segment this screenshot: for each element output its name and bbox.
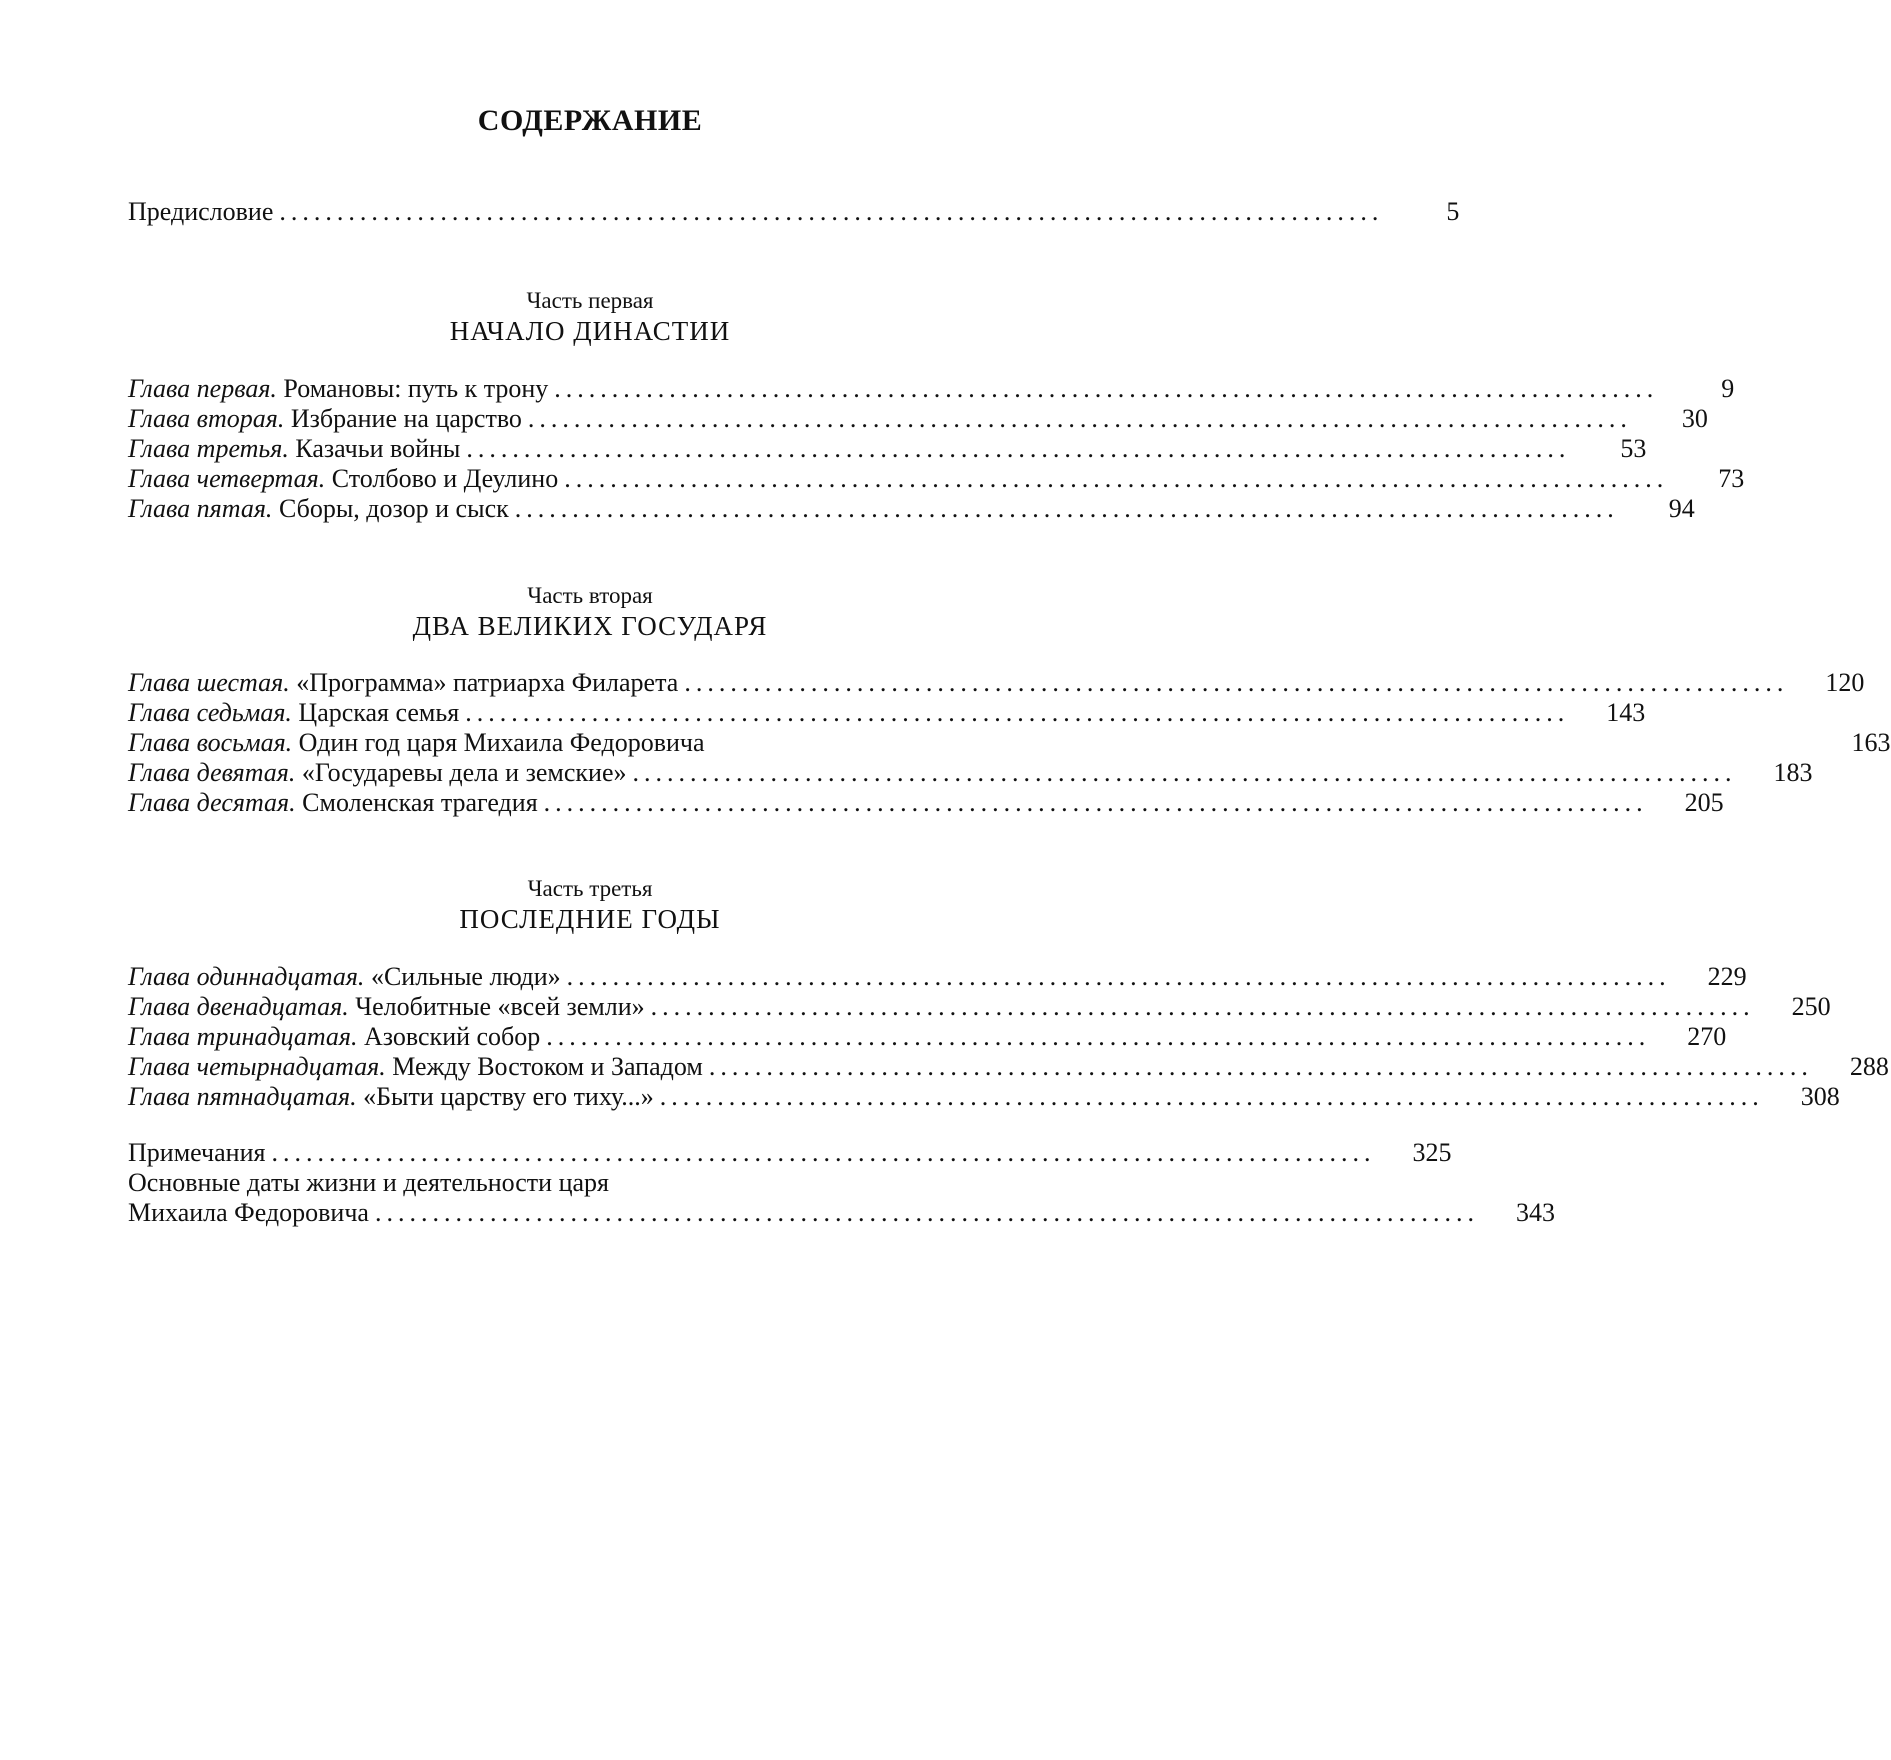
- chapter-number: Глава пятая.: [128, 494, 273, 523]
- chapter-number: Глава шестая.: [128, 668, 290, 697]
- dot-leader: ................................................................................................: [684, 668, 1789, 697]
- part-label: Часть третья: [527, 876, 653, 901]
- toc-entry: [128, 464, 1745, 494]
- chapter-number: Глава десятая.: [128, 788, 296, 817]
- chapter-title: «Сильные люди»: [370, 962, 561, 991]
- dot-leader: ................................................................................................: [554, 374, 1659, 403]
- dot-leader: ................................................................................................: [514, 494, 1619, 523]
- page-number: 288: [1849, 1052, 1889, 1081]
- entry-label: Предисловие: [128, 197, 274, 226]
- chapter-title: Избрание на царство: [290, 404, 522, 433]
- chapter-title: «Программа» патриарха Филарета: [296, 668, 679, 697]
- entry-label: Примечания: [128, 1138, 266, 1167]
- toc-entry: [128, 698, 1646, 728]
- chapter-title: Азовский собор: [364, 1022, 541, 1051]
- chapter-title: «Государевы дела и земские»: [301, 758, 627, 787]
- page-number: 143: [1606, 698, 1646, 727]
- page-number: 5: [1446, 197, 1460, 226]
- toc-entry: [128, 494, 1695, 524]
- chapter-title: Сборы, дозор и сыск: [278, 494, 509, 523]
- chapter-number: Глава двенадцатая.: [128, 992, 349, 1021]
- dot-leader: ................................................................................................: [659, 1082, 1764, 1111]
- page-number: 120: [1825, 668, 1865, 697]
- chapter-number: Глава четвертая.: [128, 464, 326, 493]
- chapter-number: Глава седьмая.: [128, 698, 292, 727]
- dot-leader: ................................................................................................: [374, 1198, 1479, 1227]
- page-number: 183: [1773, 758, 1813, 787]
- toc-entry: [128, 1052, 1889, 1082]
- dot-leader: ................................................................................................: [632, 758, 1737, 787]
- part-2-chapters: [128, 668, 1891, 818]
- chapter-number: Глава девятая.: [128, 758, 296, 787]
- chapter-title: Романовы: путь к трону: [283, 374, 549, 403]
- chapter-title: Царская семья: [298, 698, 460, 727]
- chapter-title: Казачьи войны: [295, 434, 461, 463]
- chapter-title: Смоленская трагедия: [302, 788, 538, 817]
- part-3-chapters: [128, 962, 1889, 1112]
- part-3-header: [0, 876, 1180, 936]
- toc-entry: [128, 1022, 1727, 1052]
- page-number: 270: [1687, 1022, 1727, 1051]
- dot-leader: ................................................................................................: [271, 1138, 1376, 1167]
- page-number: 73: [1718, 464, 1745, 493]
- dot-leader: ................................................................................................: [546, 1022, 1651, 1051]
- chapter-number: Глава третья.: [128, 434, 289, 463]
- page-number: 205: [1684, 788, 1724, 817]
- toc-entry: [128, 728, 1891, 758]
- page-number: 94: [1668, 494, 1695, 523]
- chapter-title: Столбово и Деулино: [331, 464, 559, 493]
- chapter-title: Между Востоком и Западом: [392, 1052, 703, 1081]
- entry-label: Основные даты жизни и деятельности царя: [128, 1168, 609, 1197]
- toc-entry: [128, 758, 1813, 788]
- chapter-number: Глава вторая.: [128, 404, 285, 433]
- dot-leader: ................................................................................................: [466, 434, 1571, 463]
- page-number: 229: [1707, 962, 1747, 991]
- chapter-number: Глава пятнадцатая.: [128, 1082, 357, 1111]
- toc-entry-dates: [128, 1198, 1555, 1228]
- toc-entry: [128, 788, 1724, 818]
- chapter-number: Глава одиннадцатая.: [128, 962, 365, 991]
- dot-leader: ................................................................................................: [279, 197, 1384, 226]
- page-number: 163: [1851, 728, 1891, 757]
- part-2-header: [0, 583, 1180, 643]
- part-label: Часть вторая: [527, 583, 653, 608]
- part-1-header: [0, 288, 1180, 348]
- page-number: 53: [1620, 434, 1647, 463]
- page-number: 250: [1791, 992, 1831, 1021]
- dot-leader: ................................................................................................: [465, 698, 1570, 727]
- toc-entry: [128, 992, 1831, 1022]
- page-number: 325: [1412, 1138, 1452, 1167]
- dot-leader: ................................................................................................: [650, 992, 1755, 1021]
- toc-preface: [128, 197, 1460, 227]
- page-number: 308: [1800, 1082, 1840, 1111]
- dot-leader: ................................................................................................: [566, 962, 1671, 991]
- toc-back-matter: [128, 1138, 1555, 1228]
- dot-leader: ................................................................................................: [564, 464, 1669, 493]
- chapter-title: «Быти царству его тиху...»: [363, 1082, 654, 1111]
- part-1-chapters: [128, 374, 1745, 524]
- toc-entry: [128, 962, 1747, 992]
- chapter-number: Глава тринадцатая.: [128, 1022, 358, 1051]
- page-title: СОДЕРЖАНИЕ: [477, 104, 703, 137]
- chapter-number: Глава восьмая.: [128, 728, 293, 757]
- part-title: ДВА ВЕЛИКИХ ГОСУДАРЯ: [412, 611, 768, 641]
- chapter-number: Глава первая.: [128, 374, 277, 403]
- part-title: НАЧАЛО ДИНАСТИИ: [449, 316, 731, 346]
- dot-leader: ................................................................................................: [527, 404, 1632, 433]
- page-number: 9: [1721, 374, 1735, 403]
- entry-label: Михаила Федоровича: [128, 1198, 369, 1227]
- toc-entry-dates-line1: [128, 1168, 1056, 1198]
- toc-entry: [128, 404, 1708, 434]
- dot-leader: ................................................................................................: [708, 1052, 1813, 1081]
- toc-entry: [128, 668, 1865, 698]
- toc-entry: [128, 1082, 1840, 1112]
- page-number: 343: [1515, 1198, 1555, 1227]
- part-label: Часть первая: [526, 288, 654, 313]
- toc-entry-preface: [128, 197, 1460, 227]
- toc-entry: [128, 434, 1647, 464]
- toc-entry: [128, 374, 1735, 404]
- toc-entry-notes: [128, 1138, 1452, 1168]
- dot-leader: ................................................................................................: [543, 788, 1648, 817]
- page-number: 30: [1681, 404, 1708, 433]
- chapter-number: Глава четырнадцатая.: [128, 1052, 386, 1081]
- chapter-title: Челобитные «всей земли»: [355, 992, 645, 1021]
- chapter-title: Один год царя Михаила Федоровича: [298, 728, 705, 757]
- part-title: ПОСЛЕДНИЕ ГОДЫ: [459, 904, 721, 934]
